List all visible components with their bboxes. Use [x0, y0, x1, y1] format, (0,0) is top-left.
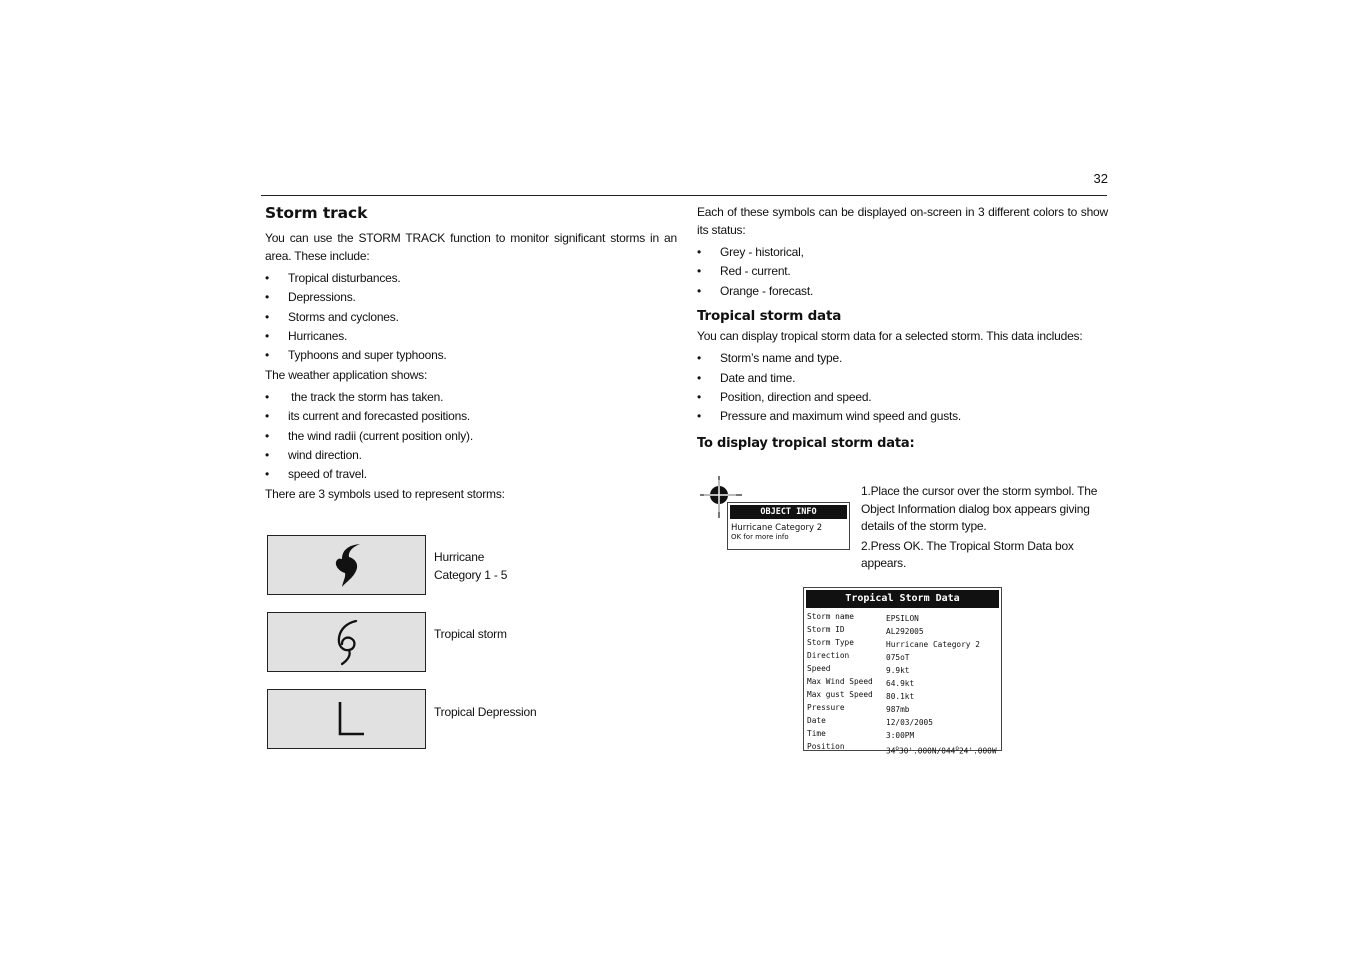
- shows-intro: The weather application shows:: [265, 368, 428, 383]
- row-key: Storm name: [807, 612, 854, 621]
- table-row: [807, 635, 999, 648]
- tropical-storm-icon: [268, 613, 425, 671]
- hurricane-symbol-box: [267, 535, 426, 595]
- position-part: 30'.000N/044: [899, 746, 956, 756]
- row-value: EPSILON: [886, 614, 919, 623]
- row-value: [886, 739, 999, 756]
- step-1: 1.Place the cursor over the storm symbol. The Object Information dialog box appears giving details of the storm type.: [861, 484, 1098, 533]
- list-item: • speed of travel.: [265, 465, 677, 484]
- row-key: Storm ID: [807, 625, 845, 634]
- degree-mark: o: [895, 745, 900, 752]
- step-2: 2.Press OK. The Tropical Storm Data box appears.: [861, 538, 1074, 570]
- table-row: [807, 622, 999, 635]
- list-item: • Grey - historical,: [697, 243, 1108, 262]
- row-value: 3:00PM: [886, 731, 915, 740]
- hurricane-label-line2: Category 1 - 5: [434, 568, 508, 582]
- list-item: • Position, direction and speed.: [697, 388, 1108, 407]
- table-row: [807, 726, 999, 739]
- row-key: Speed: [807, 664, 831, 673]
- list-item: • Pressure and maximum wind speed and gusts.: [697, 407, 1108, 426]
- row-key: Direction: [807, 651, 850, 660]
- row-key: Storm Type: [807, 638, 854, 647]
- list-item: • Orange - forecast.: [697, 282, 1108, 301]
- list-item: • Hurricanes.: [265, 327, 677, 346]
- row-value: 075oT: [886, 653, 910, 662]
- row-key: Pressure: [807, 703, 845, 712]
- left-column: [265, 204, 677, 504]
- tropical-storm-symbol-box: [267, 612, 426, 672]
- object-info-hint: OK for more info: [731, 533, 789, 541]
- row-value: 12/03/2005: [886, 718, 933, 727]
- tropical-depression-label: Tropical Depression: [434, 705, 537, 719]
- object-info-type: Hurricane Category 2: [731, 523, 823, 533]
- tropical-storm-data-heading: Tropical storm data: [697, 307, 842, 324]
- tropical-storm-label: Tropical storm: [434, 627, 507, 641]
- hurricane-icon: [268, 536, 425, 594]
- list-item: • Storm’s name and type.: [697, 349, 1108, 368]
- row-key: Time: [807, 729, 826, 738]
- table-row: [807, 700, 999, 713]
- hurricane-label: [434, 548, 507, 584]
- row-value: 987mb: [886, 705, 910, 714]
- storm-types-list: [265, 269, 677, 365]
- row-value: 80.1kt: [886, 692, 915, 701]
- list-item: • the wind radii (current position only).: [265, 427, 677, 446]
- table-row: [807, 661, 999, 674]
- list-item: • Depressions.: [265, 288, 677, 307]
- storm-track-heading: Storm track: [265, 204, 368, 222]
- tropical-depression-icon: [268, 690, 425, 748]
- table-row: [807, 713, 999, 726]
- table-row: [807, 739, 999, 756]
- list-item: • Typhoons and super typhoons.: [265, 346, 677, 365]
- symbols-intro: There are 3 symbols used to represent storms:: [265, 487, 505, 502]
- object-info-title: OBJECT INFO: [730, 505, 847, 519]
- degree-mark: o: [955, 745, 959, 752]
- page-number: 32: [1093, 171, 1108, 186]
- list-item: • its current and forecasted positions.: [265, 407, 677, 426]
- shows-list: [265, 388, 677, 484]
- colors-intro: Each of these symbols can be displayed on-screen in 3 different colors to show its status:: [697, 205, 1108, 237]
- row-value: Hurricane Category 2: [886, 640, 980, 649]
- list-item: • wind direction.: [265, 446, 677, 465]
- storm-track-intro: You can use the STORM TRACK function to monitor significant storms in an area. These include:: [265, 231, 677, 263]
- list-item: • the track the storm has taken.: [265, 388, 677, 407]
- row-key: Date: [807, 716, 826, 725]
- header-rule: [261, 195, 1107, 196]
- hurricane-label-line1: Hurricane: [434, 550, 485, 564]
- row-key: Position: [807, 742, 845, 751]
- list-item: • Red - current.: [697, 262, 1108, 281]
- storm-data-rows: [807, 609, 999, 756]
- list-item: • Date and time.: [697, 369, 1108, 388]
- display-storm-data-subheading: To display tropical storm data:: [697, 435, 915, 451]
- tropical-storm-data-dialog: [803, 587, 1002, 756]
- table-row: [807, 648, 999, 661]
- colors-list: [697, 243, 1108, 301]
- tropical-storm-data-title: Tropical Storm Data: [806, 590, 999, 608]
- storm-data-intro: You can display tropical storm data for a selected storm. This data includes:: [697, 328, 1083, 343]
- position-part: 34: [886, 746, 896, 756]
- table-row: [807, 609, 999, 622]
- row-value: 64.9kt: [886, 679, 915, 688]
- row-key: Max Wind Speed: [807, 677, 873, 686]
- table-row: [807, 687, 999, 700]
- position-part: 24'.000W: [958, 746, 997, 756]
- row-value: AL292005: [886, 627, 924, 636]
- steps: [861, 483, 1111, 573]
- list-item: • Storms and cyclones.: [265, 308, 677, 327]
- table-row: [807, 674, 999, 687]
- right-column: [697, 204, 1108, 451]
- list-item: • Tropical disturbances.: [265, 269, 677, 288]
- storm-data-list: [697, 349, 1108, 426]
- row-key: Max gust Speed: [807, 690, 873, 699]
- object-info-dialog: [727, 502, 850, 550]
- tropical-depression-symbol-box: [267, 689, 426, 749]
- row-value: 9.9kt: [886, 666, 910, 675]
